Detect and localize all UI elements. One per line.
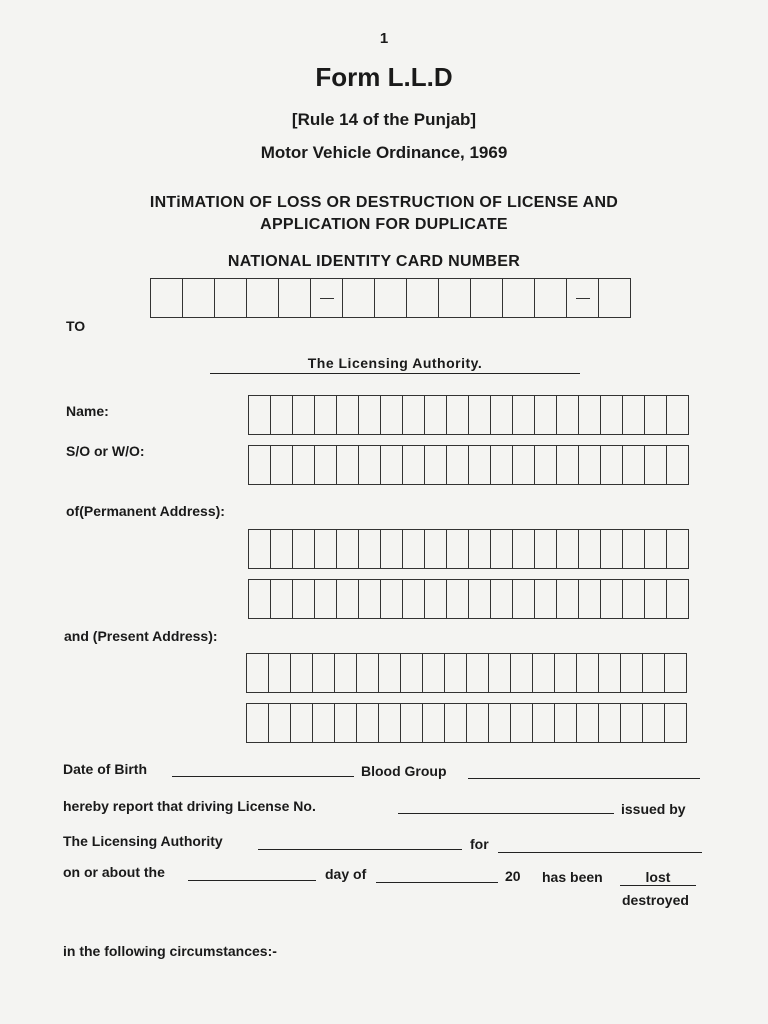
nic-input-boxes[interactable] <box>150 278 630 318</box>
dob-field[interactable] <box>172 760 354 777</box>
heading-line-1: INTiMATION OF LOSS OR DESTRUCTION OF LICENSE AND <box>149 194 619 211</box>
circumstances-label: in the following circumstances:- <box>63 943 277 959</box>
permanent-address-boxes-1[interactable] <box>248 529 688 569</box>
report-label: hereby report that driving License No. <box>63 798 316 814</box>
name-input-boxes[interactable] <box>248 395 688 435</box>
heading-line-2: APPLICATION FOR DUPLICATE <box>260 216 508 233</box>
lost-option[interactable]: lost <box>620 869 696 886</box>
present-address-boxes-2[interactable] <box>246 703 686 743</box>
permanent-address-boxes-2[interactable] <box>248 579 688 619</box>
blood-group-field[interactable] <box>468 762 700 779</box>
year-label: 20 <box>505 868 521 884</box>
so-wo-input-boxes[interactable] <box>248 445 688 485</box>
day-field[interactable] <box>188 864 316 881</box>
present-address-label: and (Present Address): <box>64 628 218 644</box>
to-label: TO <box>66 318 86 334</box>
license-number-field[interactable] <box>398 797 614 814</box>
dob-label: Date of Birth <box>63 761 147 777</box>
present-address-boxes-1[interactable] <box>246 653 686 693</box>
so-wo-label: S/O or W/O: <box>66 443 145 459</box>
page-number: 1 <box>379 30 389 47</box>
has-been-label: has been <box>542 869 603 885</box>
name-label: Name: <box>66 403 109 419</box>
licensing-authority-field[interactable] <box>258 833 462 850</box>
blood-group-label: Blood Group <box>361 763 447 779</box>
for-field[interactable] <box>498 836 702 853</box>
licensing-authority-label: The Licensing Authority <box>63 833 223 849</box>
destroyed-option[interactable]: destroyed <box>622 892 689 908</box>
form-title: Form L.L.D <box>315 62 453 92</box>
month-field[interactable] <box>376 866 498 883</box>
permanent-address-label: of(Permanent Address): <box>66 503 225 519</box>
nic-label: NATIONAL IDENTITY CARD NUMBER <box>227 253 521 270</box>
authority-line: The Licensing Authority. <box>210 355 580 374</box>
issued-by-label: issued by <box>621 801 686 817</box>
for-label: for <box>470 836 489 852</box>
on-about-label: on or about the <box>63 864 165 880</box>
rule-reference: [Rule 14 of the Punjab] <box>291 110 477 129</box>
day-of-label: day of <box>325 866 367 882</box>
ordinance-title: Motor Vehicle Ordinance, 1969 <box>260 143 508 162</box>
